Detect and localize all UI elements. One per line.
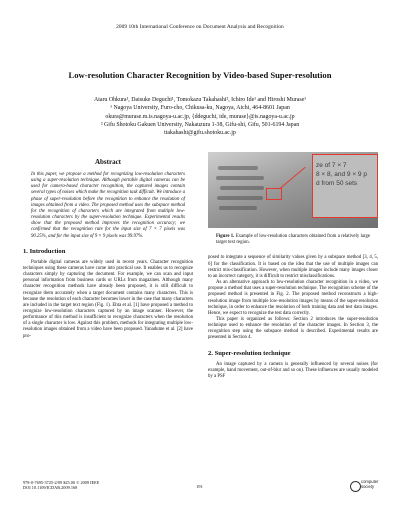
right-column: [208, 152, 378, 380]
email-2: ttakahashi@gifu.shotoku.ac.jp: [164, 130, 236, 137]
figure-label: Figure 1.: [216, 234, 235, 239]
right-paragraph-2: As an alternative approach to low-resolution character recognition in a video, we propose a method that uses a super-resolution technique. The recognition scheme of the proposed method is presented in Fig. 2. The proposed method reconstructs a high-resolution image from multiple low-resolution images by means of the super-resolution technique, in order to enhance the resolution of both training data and test data images. Hence, we expect to recognize the test data correctly.: [208, 280, 378, 316]
page-number: 191: [196, 484, 203, 489]
blurred-text-line: [220, 186, 264, 190]
author-block: [30, 96, 370, 137]
section-2-paragraph: An image captured by a camera is generally influenced by several noises (for example, hand movement, out-of-blur and so on). These influences are usually modeled by a PSF: [208, 361, 378, 379]
doi-line: DOI 10.1109/ICDAR.2009.168: [23, 485, 78, 491]
left-column: [23, 158, 193, 340]
blurred-text-line: [216, 176, 264, 180]
blurred-text-line: [218, 166, 258, 170]
abstract-heading: Abstract: [94, 158, 122, 166]
blurred-text-line: [217, 196, 263, 200]
footer-copyright: [23, 480, 99, 491]
inset-line-1: ze of 7 × 7: [316, 162, 347, 169]
right-paragraph-3: This paper is organized as follows: Section 2 introduces the super-resolution technique used to enhance the resolution of the character images. In Section 3, the recognition step using the subspace method is described. Experimental results are presented in Section 4.: [208, 316, 378, 341]
affiliation-2: ² Gifu Shotoku Gakuen University, Nakauzura 1-38, Gifu-shi, Gifu, 501-6194 Japan: [100, 121, 300, 128]
right-paragraph-1: posed to integrate a sequence of similarity values given by a subspace method [3, 4, 5, 6] for the classification. It is based on the idea that the use of multiple images can restrict mis-classification. However, when multiple images include many images closer to an incorrect category, it is difficult to restrict misclassifications.: [208, 255, 378, 279]
intro-paragraph: Portable digital cameras are widely used in recent years. Character recognition techniques using these cameras have come into practical use. It enables us to recognize characters simply by capturing the document. For example, we can scan and input personal information from business cards or URLs from magazines. Although many character recognition methods have already been proposed, it is still difficult to recognize them accurately when a target document contains many characters. This is because the resolution of each character becomes lower in the case that many characters are included in the target text region (Fig. 1). Ehta et al. [1] have proposed a method to recognize low-resolution characters captured by an image scanner. However, the performance of this method is insufficient to recognize characters when the resolution of a single character is low. Against this problem, methods for integrating multiple low-resolution images obtained from a video have been proposed. Yanadume et al. [2] have pro-: [23, 259, 193, 339]
blurred-text-line: [219, 206, 257, 210]
running-header: 2009 10th International Conference on Document Analysis and Recognition: [116, 24, 284, 30]
email-1: okura@murase.m.is.nagoya-u.ac.jp, {ddeguchi, ide, murase}@is.nagoya-u.ac.jp: [105, 113, 295, 120]
selected-region-marker: [266, 188, 282, 200]
logo-circle-icon: [350, 481, 361, 492]
section-2-heading: 2. Super-resolution technique: [208, 349, 291, 357]
figure-caption-text: Example of low-resolution characters obtained from a relatively large target text region.: [216, 234, 371, 246]
inset-line-3: d from 50 sets: [316, 180, 358, 187]
intro-heading: 1. Introduction: [23, 247, 66, 255]
inset-line-2: 8 × 8, and 9 × 9 p: [316, 171, 367, 178]
affiliation-1: ¹ Nagoya University, Furo-cho, Chikusa-ku, Nagoya, Aichi, 464-8601 Japan: [110, 105, 290, 112]
author-list: Ataru Ohkura¹, Daisuke Deguchi¹, Tomokazu Takahashi², Ichiro Ide¹ and Hiroshi Murase¹: [93, 97, 307, 103]
figure-1-image: [208, 152, 378, 228]
logo-text: computer society: [361, 479, 379, 489]
abstract-text: In this paper, we propose a method for recognizing low-resolution characters using a super-resolution technique. Although portable digital cameras can be used for camera-based character recognition, the captured images contain several types of noises which make the recognition task difficult. We introduce a phase of super-resolution before the recognition to enhance the resolution of images obtained from a video. The proposed method uses the subspace method for the recognition of characters which are integrated from multiple low-resolution characters by the super-resolution technique. Experimental results show that the proposed method improves the recognition accuracy; we confirmed that the recognition rate for the input size of 7 × 7 pixels was 90.25%, and for the input size of 9 × 9 pixels was 99.97%.: [31, 172, 185, 239]
computer-society-logo: [350, 480, 382, 496]
inset-text: [316, 161, 367, 188]
zoomed-inset: [312, 154, 378, 218]
figure-1-caption: [216, 234, 370, 246]
paper-title: Low-resolution Character Recognition by Video-based Super-resolution: [68, 70, 332, 80]
isbn-line: 978-0-7695-3725-2/09 $25.00 © 2009 IEEE: [23, 480, 100, 485]
